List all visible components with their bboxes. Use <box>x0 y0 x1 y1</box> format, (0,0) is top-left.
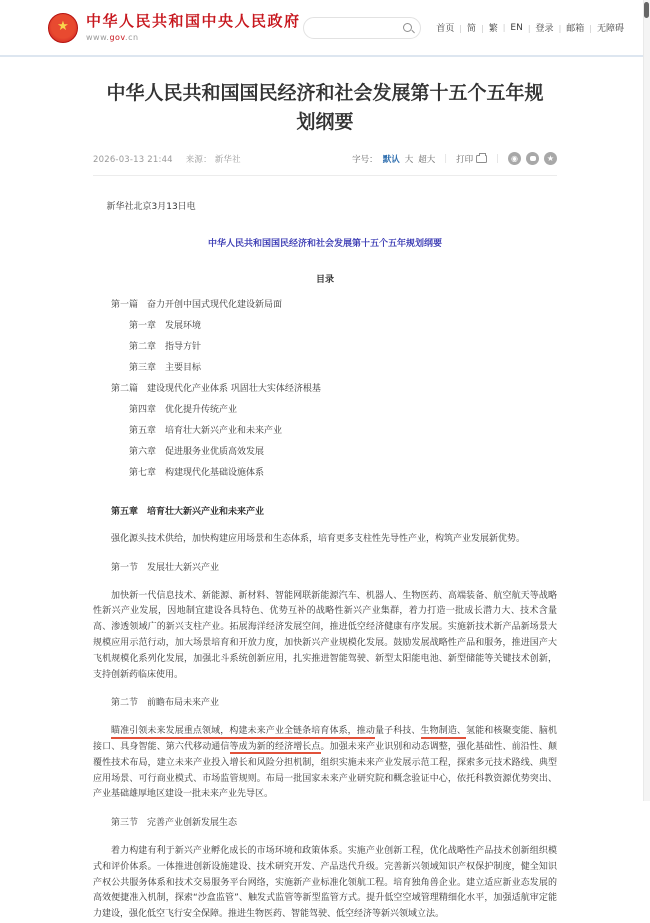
document-title: 中华人民共和国国民经济和社会发展第十五个五年规划纲要 <box>207 239 442 249</box>
top-nav <box>436 21 624 34</box>
search-box[interactable] <box>303 17 421 39</box>
dateline: 新华社北京3月13日电 <box>106 202 196 212</box>
toc-item: 第二章 指导方针 <box>129 342 202 352</box>
source-name: 新华社 <box>214 154 241 165</box>
toc-title: 目录 <box>315 275 334 285</box>
meta-separator: | <box>444 153 448 164</box>
toc-item: 第七章 构建现代化基础设施体系 <box>129 468 265 478</box>
nav-accessibility[interactable]: | 无障碍 <box>584 21 624 34</box>
section-2-heading: 第二节 前瞻布局未来产业 <box>111 698 220 709</box>
toc-item: 第四章 优化提升传统产业 <box>129 405 238 415</box>
share-weibo-icon[interactable]: ◉ <box>508 152 521 165</box>
section-3-paragraph: 着力构建有利于新兴产业孵化成长的市场环境和政策体系。实施产业创新工程，优化战略性产品技术创新组织模式和评价体系。一体推进创新设施建设、技术研究开发、产品迭代升级。完善新兴领域知识产权保护制度，健全知识产权公共服务体系和技术交易服务平台网络，实施新产业标准化领航工程。培育独角兽企业。建立适应新业态发展的高效便捷准入机制，探索“沙盒监管”、触发式监管等新型监管方式。提升低空空域管理精细化水平，加强适航审定能力建设，强化低空飞行安全保障。推进生物医药、智能驾驶、低空经济等新兴领域立法。 <box>93 845 557 920</box>
font-size-large-button[interactable]: 大 <box>404 154 414 165</box>
toc-item: 第一篇 奋力开创中国式现代化建设新局面 <box>111 300 283 310</box>
scrollbar-thumb[interactable] <box>644 2 649 18</box>
article-body <box>93 200 557 923</box>
nav-simplified[interactable]: | 简 <box>454 21 476 34</box>
site-title: 中华人民共和国中央人民政府 <box>86 12 301 31</box>
publish-date: 2026-03-13 21:44 <box>93 154 173 165</box>
section-1-heading: 第一节 发展壮大新兴产业 <box>111 562 220 573</box>
search-input[interactable] <box>312 23 403 33</box>
source-label: 来源： <box>185 154 212 165</box>
printer-icon <box>476 155 487 163</box>
table-of-contents <box>93 295 557 484</box>
share-icons <box>508 152 557 165</box>
section-1-paragraph: 加快新一代信息技术、新能源、新材料、智能网联新能源汽车、机器人、生物医药、高端装备、航空航天等战略性新兴产业发展，因地制宜建设各具特色、优势互补的战略性新兴产业集群，着力打造一批成长潜力大、技术含量高、渗透领域广的新兴支柱产业。拓展海洋经济发展空间，推进低空经济健康有序发展。实施新技术新产品新场景大规模应用示范行动，加大场景培育和开放力度，加快新兴产业规模化发展。鼓励发展战略性产品和服务，推进国产大飞机规模化系列化发展，加强北斗系统创新应用，扎实推进智能驾驶、新型太阳能电池、新型储能等关键技术创新，支持创新药临床使用。 <box>93 590 557 680</box>
section-3-heading: 第三节 完善产业创新发展生态 <box>111 818 238 829</box>
toc-item: 第五章 培育壮大新兴产业和未来产业 <box>129 426 283 436</box>
site-url: www.gov.cn <box>86 32 139 42</box>
national-emblem-icon: ★ <box>48 13 78 43</box>
article-meta-right <box>352 152 557 165</box>
toc-item: 第三章 主要目标 <box>129 363 202 373</box>
chapter-intro-paragraph: 强化源头技术供给，加快构建应用场景和生态体系，培育更多支柱性先导性产业，构筑产业发展新优势。 <box>111 534 526 544</box>
article-meta-left <box>93 153 241 165</box>
scrollbar-track[interactable] <box>643 0 650 801</box>
nav-english[interactable]: | EN <box>498 23 523 33</box>
page-title: 中华人民共和国国民经济和社会发展第十五个五年规划纲要 <box>106 82 544 133</box>
share-wechat-icon[interactable] <box>526 152 539 165</box>
paragraph-segment: 。加强未来产业识别和动态调整，强化基础性、前沿性、颠覆性技术布局，建立未来产业投入增长和风险分担机制，组织实施未来产业发展示范工程，探索多元技术路线、典型应用场景、可行商业模式、市场监管规则。布局一批国家未来产业研究院和概念验证中心，依托科教资源优势突出、产业基础雄厚地区建设一批未来产业先导区。 <box>93 741 557 800</box>
favorite-star-icon[interactable]: ★ <box>544 152 557 165</box>
print-label: 打印 <box>456 154 474 165</box>
site-logo[interactable] <box>48 13 301 43</box>
chapter-heading: 第五章 培育壮大新兴产业和未来产业 <box>111 507 265 517</box>
paragraph-segment: 量子科技、 <box>375 726 421 737</box>
nav-traditional[interactable]: | 繁 <box>476 21 498 34</box>
meta-separator: | <box>496 153 499 164</box>
red-underline-annotation: 等成为新的经济增长点 <box>230 742 321 755</box>
font-size-label: 字号： <box>352 154 378 165</box>
article-meta-bar <box>93 152 557 176</box>
paragraph-segment: 氢能和核聚变能、脑机接口、具身智能、第六代移动通信 <box>93 726 557 752</box>
section-2-paragraph <box>93 724 557 803</box>
nav-login[interactable]: | 登录 <box>523 21 554 34</box>
font-size-xlarge-button[interactable]: 超大 <box>418 154 436 165</box>
article-container <box>93 79 557 923</box>
toc-item: 第二篇 建设现代化产业体系 巩固壮大实体经济根基 <box>111 384 321 394</box>
search-icon[interactable] <box>403 23 412 32</box>
toc-item: 第六章 促进服务业优质高效发展 <box>129 447 265 457</box>
site-header <box>0 0 650 57</box>
red-underline-annotation: 瞄准引领未来发展重点领域，构建未来产业全链条培育体系，推动 <box>111 726 375 739</box>
font-size-default-button[interactable]: 默认 <box>382 154 400 165</box>
nav-mail[interactable]: | 邮箱 <box>554 21 585 34</box>
red-underline-annotation: 生物制造、 <box>421 726 467 739</box>
nav-home[interactable]: 首页 <box>436 24 455 34</box>
toc-item: 第一章 发展环境 <box>129 321 202 331</box>
print-button[interactable] <box>456 153 487 165</box>
